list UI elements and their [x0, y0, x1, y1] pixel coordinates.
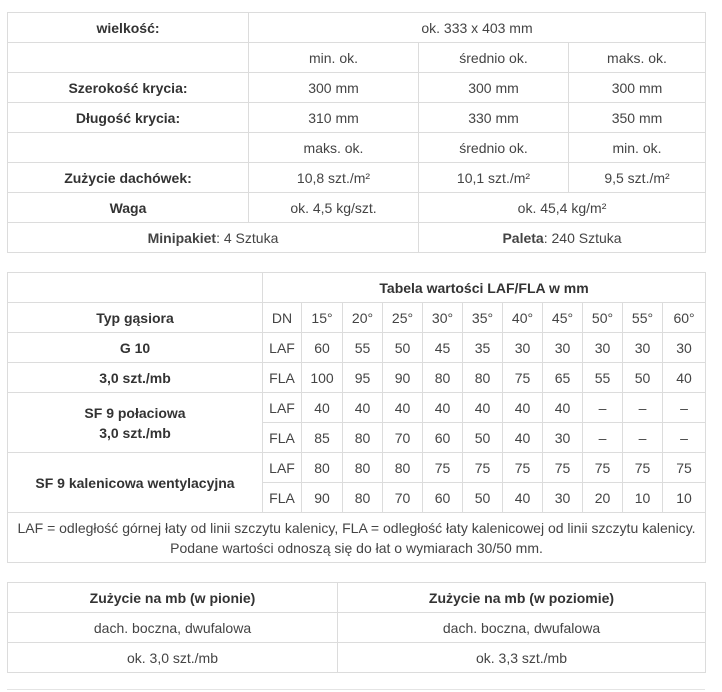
- value-cell: 10: [623, 483, 663, 513]
- angle-header: 60°: [663, 303, 706, 333]
- range-header-avg: średnio ok.: [419, 133, 569, 163]
- value-cell: 30: [663, 333, 706, 363]
- tile-usage-max: 10,8 szt./m²: [249, 163, 419, 193]
- ridge-type-usage: 3,0 szt./mb: [8, 363, 263, 393]
- laf-fla-note: LAF = odległość górnej łaty od linii szczytu kalenicy, FLA = odległość łaty kalenicowej od linii szczytu kalenicy. Podane wartości odnoszą się do łat o wymiarach 30/50 mm.: [8, 513, 706, 563]
- value-cell: 40: [503, 423, 543, 453]
- angle-header: 25°: [383, 303, 423, 333]
- value-cell: 90: [383, 363, 423, 393]
- value-cell: 80: [343, 453, 383, 483]
- tile-usage-avg: 10,1 szt./m²: [419, 163, 569, 193]
- note-row: [8, 513, 706, 563]
- value-cell: 95: [343, 363, 383, 393]
- value-cell: 85: [302, 423, 343, 453]
- range-header-row-2: [8, 133, 706, 163]
- value-cell: 60: [423, 423, 463, 453]
- cover-length-label: Długość krycia:: [8, 103, 249, 133]
- value-cell: 80: [343, 423, 383, 453]
- cover-width-row: [8, 73, 706, 103]
- value-cell: 75: [503, 363, 543, 393]
- pallet-cell: [419, 223, 706, 253]
- weight-per-piece: ok. 4,5 kg/szt.: [249, 193, 419, 223]
- row-kind: LAF: [263, 333, 302, 363]
- value-cell: 40: [503, 483, 543, 513]
- range-header-min: min. ok.: [569, 133, 706, 163]
- ridge-type-name: SF 9 kalenicowa wentylacyjna: [8, 453, 263, 513]
- value-cell: 55: [343, 333, 383, 363]
- cover-width-min: 300 mm: [249, 73, 419, 103]
- table-row: [8, 393, 706, 423]
- minipak-value: : 4 Sztuka: [216, 229, 279, 246]
- usage-vertical-type: dach. boczna, dwufalowa: [8, 613, 338, 643]
- row-kind: LAF: [263, 453, 302, 483]
- value-cell: –: [663, 393, 706, 423]
- cover-width-label: Szerokość krycia:: [8, 73, 249, 103]
- value-cell: –: [623, 393, 663, 423]
- value-cell: 40: [663, 363, 706, 393]
- value-cell: 75: [423, 453, 463, 483]
- laf-header-row: [8, 303, 706, 333]
- row-kind: FLA: [263, 483, 302, 513]
- usage-horizontal-header: Zużycie na mb (w poziomie): [338, 583, 706, 613]
- value-cell: 80: [383, 453, 423, 483]
- angle-header: 45°: [543, 303, 583, 333]
- dn-header: DN: [263, 303, 302, 333]
- value-cell: 40: [543, 393, 583, 423]
- cover-length-max: 350 mm: [569, 103, 706, 133]
- value-cell: 80: [463, 363, 503, 393]
- ridge-type-name: G 10: [8, 333, 263, 363]
- value-cell: 80: [343, 483, 383, 513]
- ridge-type-name: SF 9 połaciowa: [84, 404, 186, 421]
- value-cell: 40: [343, 393, 383, 423]
- tile-spec-table: [7, 12, 706, 253]
- tile-usage-row: [8, 163, 706, 193]
- size-row: [8, 13, 706, 43]
- usage-value-row: [8, 643, 706, 673]
- value-cell: 30: [543, 483, 583, 513]
- laf-table-title: Tabela wartości LAF/FLA w mm: [263, 273, 706, 303]
- range-header-avg: średnio ok.: [419, 43, 569, 73]
- value-cell: 30: [623, 333, 663, 363]
- size-label: wielkość:: [8, 13, 249, 43]
- tile-usage-label: Zużycie dachówek:: [8, 163, 249, 193]
- value-cell: 70: [383, 423, 423, 453]
- angle-header: 35°: [463, 303, 503, 333]
- value-cell: 30: [543, 333, 583, 363]
- value-cell: 75: [543, 453, 583, 483]
- value-cell: –: [583, 423, 623, 453]
- usage-horizontal-type: dach. boczna, dwufalowa: [338, 613, 706, 643]
- value-cell: 50: [623, 363, 663, 393]
- value-cell: 50: [463, 483, 503, 513]
- laf-fla-table: [7, 272, 706, 563]
- size-value: ok. 333 x 403 mm: [249, 13, 706, 43]
- usage-header-row: [8, 583, 706, 613]
- usage-vertical-value: ok. 3,0 szt./mb: [8, 643, 338, 673]
- value-cell: 80: [423, 363, 463, 393]
- value-cell: 75: [503, 453, 543, 483]
- value-cell: 30: [503, 333, 543, 363]
- value-cell: 40: [503, 393, 543, 423]
- value-cell: 65: [543, 363, 583, 393]
- empty-cell: [8, 43, 249, 73]
- value-cell: 75: [583, 453, 623, 483]
- minipak-cell: [8, 223, 419, 253]
- range-header-max: maks. ok.: [249, 133, 419, 163]
- weight-row: [8, 193, 706, 223]
- value-cell: 60: [302, 333, 343, 363]
- value-cell: 80: [302, 453, 343, 483]
- table-row: [8, 363, 706, 393]
- pallet-label: Paleta: [502, 229, 544, 246]
- value-cell: 40: [302, 393, 343, 423]
- type-header: Typ gąsiora: [8, 303, 263, 333]
- value-cell: –: [663, 423, 706, 453]
- value-cell: 90: [302, 483, 343, 513]
- value-cell: –: [623, 423, 663, 453]
- value-cell: 50: [463, 423, 503, 453]
- usage-horizontal-value: ok. 3,3 szt./mb: [338, 643, 706, 673]
- pallet-value: : 240 Sztuka: [543, 229, 622, 246]
- value-cell: 40: [383, 393, 423, 423]
- value-cell: 75: [463, 453, 503, 483]
- range-header-row: [8, 43, 706, 73]
- weight-label: Waga: [8, 193, 249, 223]
- value-cell: 60: [423, 483, 463, 513]
- empty-cell: [8, 273, 263, 303]
- tile-usage-min: 9,5 szt./m²: [569, 163, 706, 193]
- value-cell: 10: [663, 483, 706, 513]
- value-cell: 50: [383, 333, 423, 363]
- value-cell: 55: [583, 363, 623, 393]
- cover-length-row: [8, 103, 706, 133]
- cover-width-avg: 300 mm: [419, 73, 569, 103]
- value-cell: 40: [463, 393, 503, 423]
- row-kind: FLA: [263, 363, 302, 393]
- table-row: [8, 453, 706, 483]
- angle-header: 15°: [302, 303, 343, 333]
- angle-header: 50°: [583, 303, 623, 333]
- usage-type-row: [8, 613, 706, 643]
- value-cell: 75: [663, 453, 706, 483]
- table-row: [8, 333, 706, 363]
- value-cell: 20: [583, 483, 623, 513]
- laf-title-row: [8, 273, 706, 303]
- value-cell: 45: [423, 333, 463, 363]
- cover-length-avg: 330 mm: [419, 103, 569, 133]
- value-cell: 40: [423, 393, 463, 423]
- range-header-max: maks. ok.: [569, 43, 706, 73]
- range-header-min: min. ok.: [249, 43, 419, 73]
- minipak-label: Minipakiet: [147, 229, 217, 246]
- angle-header: 30°: [423, 303, 463, 333]
- cover-length-min: 310 mm: [249, 103, 419, 133]
- value-cell: 30: [583, 333, 623, 363]
- empty-cell: [8, 133, 249, 163]
- angle-header: 20°: [343, 303, 383, 333]
- packaging-row: [8, 223, 706, 253]
- cover-width-max: 300 mm: [569, 73, 706, 103]
- value-cell: 30: [543, 423, 583, 453]
- usage-per-mb-table: [7, 582, 706, 673]
- value-cell: 100: [302, 363, 343, 393]
- weight-per-m2: ok. 45,4 kg/m²: [419, 193, 706, 223]
- value-cell: 75: [623, 453, 663, 483]
- value-cell: –: [583, 393, 623, 423]
- ridge-type-cell: [8, 393, 263, 453]
- divider: [7, 689, 705, 690]
- value-cell: 35: [463, 333, 503, 363]
- ridge-type-usage: 3,0 szt./mb: [99, 424, 171, 441]
- angle-header: 55°: [623, 303, 663, 333]
- row-kind: FLA: [263, 423, 302, 453]
- value-cell: 70: [383, 483, 423, 513]
- angle-header: 40°: [503, 303, 543, 333]
- usage-vertical-header: Zużycie na mb (w pionie): [8, 583, 338, 613]
- row-kind: LAF: [263, 393, 302, 423]
